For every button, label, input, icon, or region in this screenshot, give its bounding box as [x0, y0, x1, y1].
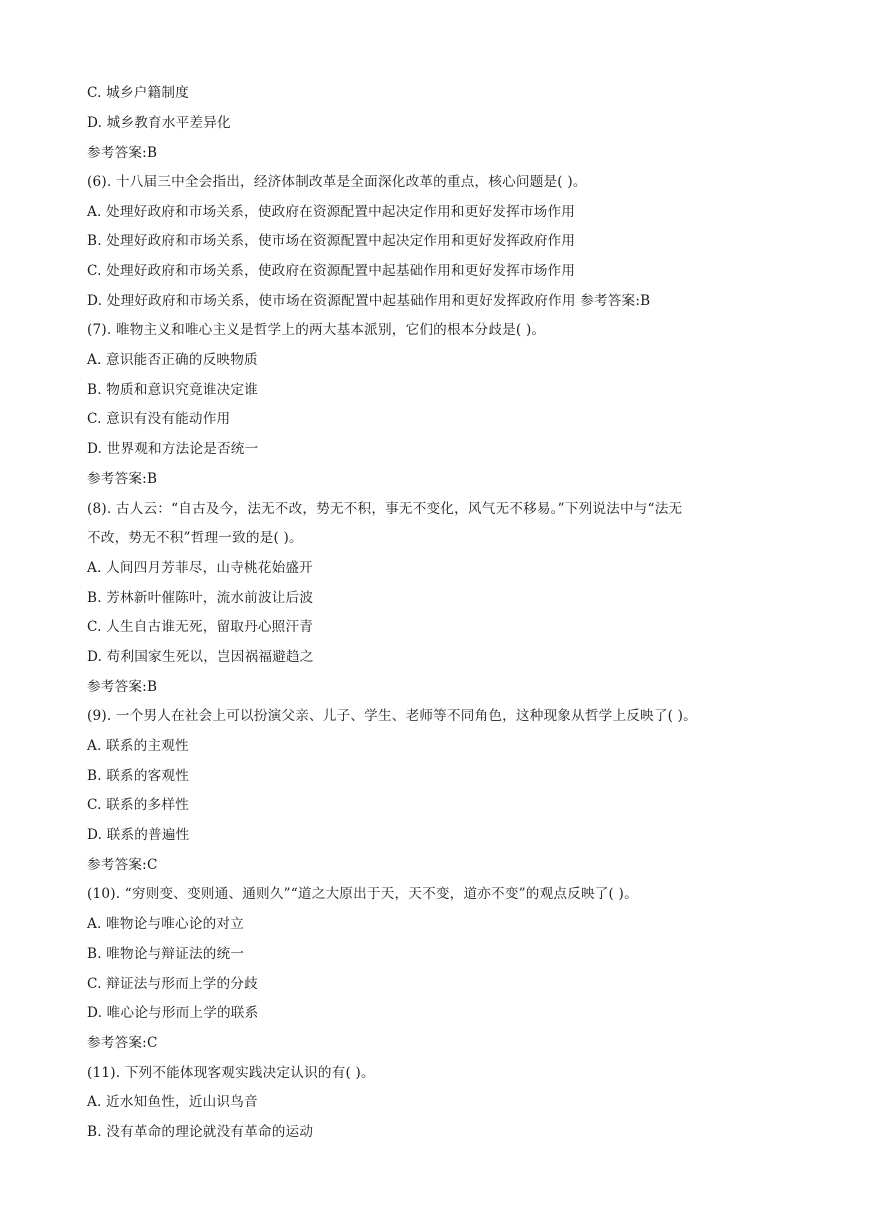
answer-q10: 参考答案:C: [87, 1035, 158, 1051]
option-b-q6: B. 处理好政府和市场关系，使市场在资源配置中起决定作用和更好发挥政府作用: [87, 233, 576, 249]
option-d-q8: D. 苟利国家生死以，岂因祸福避趋之: [87, 649, 314, 665]
option-c-q7: C. 意识有没有能动作用: [87, 411, 231, 427]
option-d-q7: D. 世界观和方法论是否统一: [87, 441, 259, 457]
option-c-q8: C. 人生自古谁无死，留取丹心照汗青: [87, 619, 314, 635]
option-a-q10: A. 唯物论与唯心论的对立: [87, 916, 244, 932]
answer-q8: 参考答案:B: [87, 679, 158, 695]
option-a-q9: A. 联系的主观性: [87, 738, 189, 754]
question-6: (6). 十八届三中全会指出，经济体制改革是全面深化改革的重点，核心问题是( )。: [87, 174, 587, 190]
answer-q7: 参考答案:B: [87, 471, 158, 487]
answer-q9: 参考答案:C: [87, 857, 158, 873]
answer-q5: 参考答案:B: [87, 145, 158, 161]
option-b-q10: B. 唯物论与辩证法的统一: [87, 946, 245, 962]
question-11: (11). 下列不能体现客观实践决定认识的有( )。: [87, 1065, 375, 1081]
question-8-line-2: 不改，势无不积”哲理一致的是( )。: [87, 530, 303, 546]
option-a-q7: A. 意识能否正确的反映物质: [87, 352, 258, 368]
option-b-q11: B. 没有革命的理论就没有革命的运动: [87, 1124, 314, 1140]
option-c-q5: C. 城乡户籍制度: [87, 85, 189, 101]
option-b-q9: B. 联系的客观性: [87, 768, 189, 784]
option-d-q10: D. 唯心论与形而上学的联系: [87, 1005, 259, 1021]
question-7: (7). 唯物主义和唯心主义是哲学上的两大基本派别，它们的根本分歧是( )。: [87, 322, 546, 338]
question-10: (10). “穷则变、变则通、通则久”“道之大原出于天，天不变，道亦不变”的观点反映了( )。: [87, 886, 638, 902]
option-a-q6: A. 处理好政府和市场关系，使政府在资源配置中起决定作用和更好发挥市场作用: [87, 204, 576, 220]
option-d-q6-with-answer: D. 处理好政府和市场关系，使市场在资源配置中起基础作用和更好发挥政府作用 参考答案:B: [87, 293, 651, 309]
question-9: (9). 一个男人在社会上可以扮演父亲、儿子、学生、老师等不同角色，这种现象从哲学上反映了( )。: [87, 708, 697, 724]
option-a-q8: A. 人间四月芳菲尽，山寺桃花始盛开: [87, 560, 313, 576]
option-c-q10: C. 辩证法与形而上学的分歧: [87, 976, 258, 992]
option-b-q7: B. 物质和意识究竟谁决定谁: [87, 382, 258, 398]
question-8-line-1: (8). 古人云：“自古及今，法无不改，势无不积，事无不变化，风气无不移易。”下列说法中与“法无: [87, 501, 683, 517]
option-c-q6: C. 处理好政府和市场关系，使政府在资源配置中起基础作用和更好发挥市场作用: [87, 263, 576, 279]
option-d-q9: D. 联系的普遍性: [87, 827, 190, 843]
option-b-q8: B. 芳林新叶催陈叶，流水前波让后波: [87, 590, 314, 606]
option-a-q11: A. 近水知鱼性，近山识鸟音: [87, 1094, 258, 1110]
option-c-q9: C. 联系的多样性: [87, 797, 189, 813]
option-d-q5: D. 城乡教育水平差异化: [87, 115, 231, 131]
